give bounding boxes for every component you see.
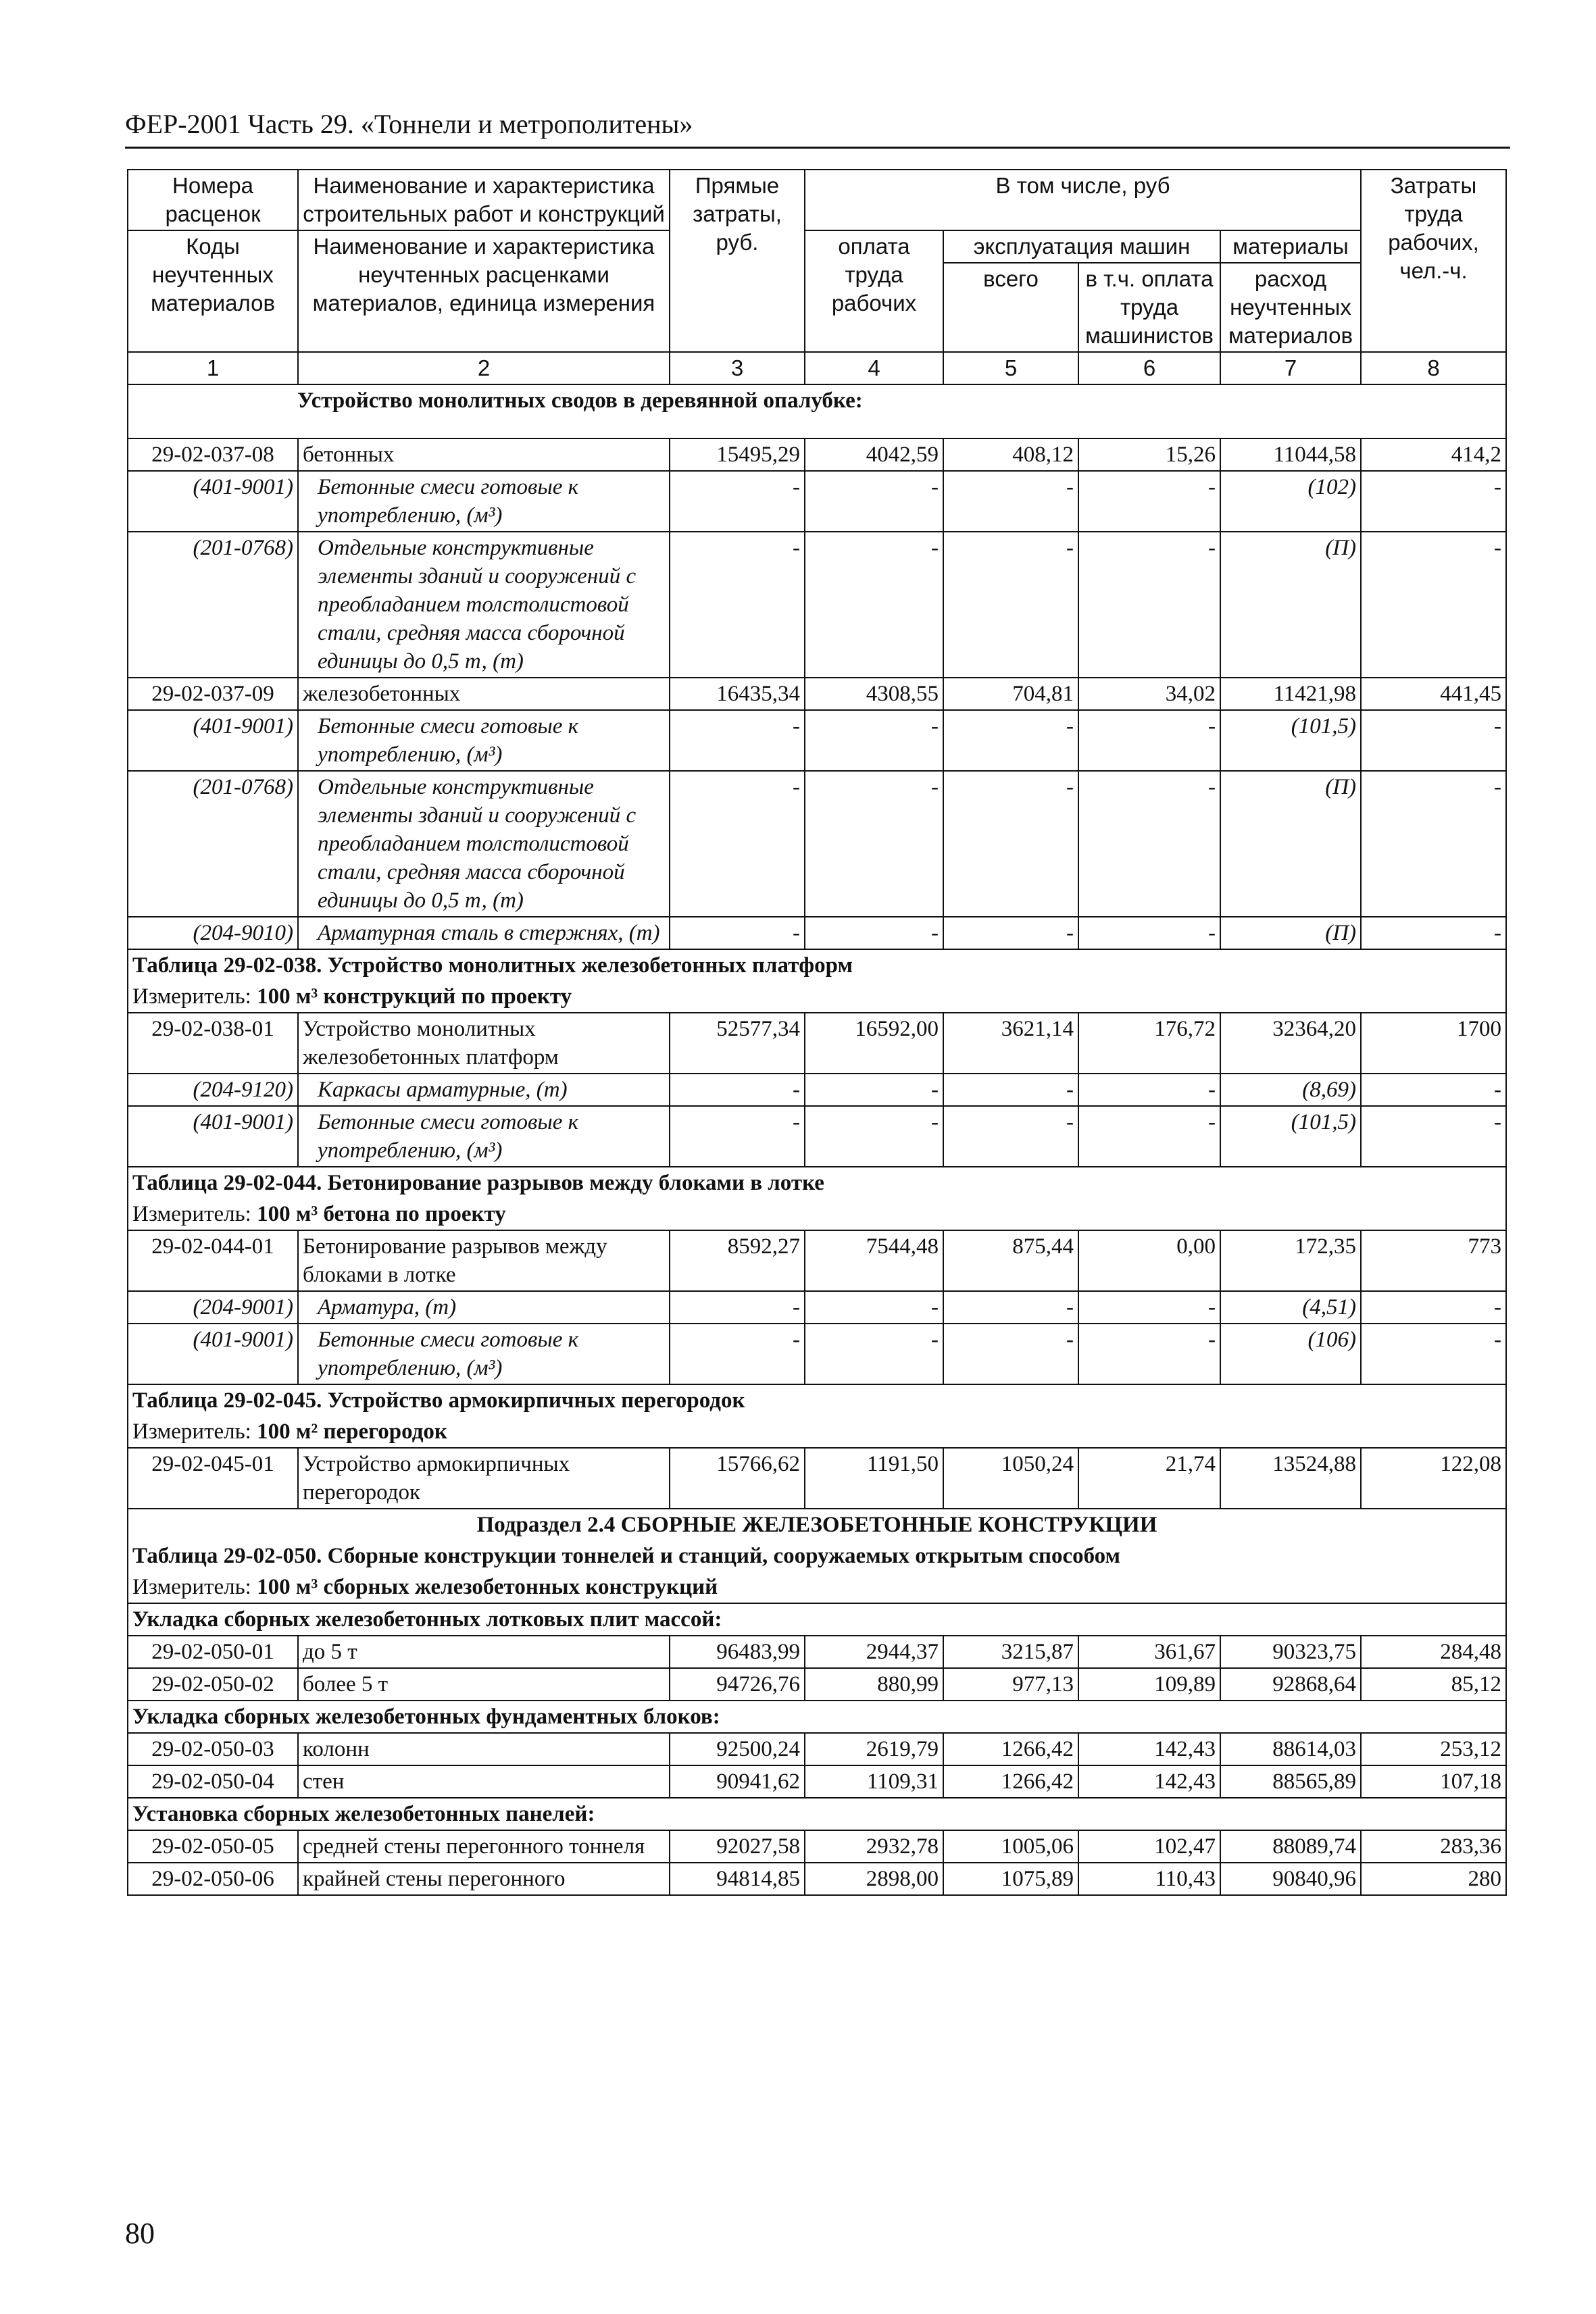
work-name: крайней стены перегонного [298, 1863, 670, 1895]
materials-header: материалы [1220, 230, 1361, 263]
rate-code: 29-02-050-04 [128, 1765, 298, 1798]
direct-costs: 90941,62 [670, 1765, 805, 1798]
table-title-row [128, 1540, 1506, 1571]
material-usage: (8,69) [1220, 1074, 1361, 1106]
labor-hours: - [1361, 710, 1506, 771]
labor-wages: 2932,78 [805, 1830, 943, 1863]
direct-costs: - [670, 710, 805, 771]
machines-total: 704,81 [943, 678, 1078, 710]
labor-hours: 773 [1361, 1230, 1506, 1291]
table-row [128, 1636, 1506, 1668]
material-name: Арматура, (т) [298, 1291, 670, 1324]
machinist-wages: 109,89 [1078, 1668, 1220, 1701]
measure-prefix: Измеритель: [132, 1419, 251, 1444]
material-name: Бетонные смеси готовые к употреблению, (м³) [298, 710, 670, 771]
work-name: до 5 т [298, 1636, 670, 1668]
material-name: Отдельные конструктивные элементы зданий и сооружений с преобладанием толстолистовой стали, средняя масса сборочной единицы до 0,5 т, (т) [298, 771, 670, 917]
machinist-wages: - [1078, 1074, 1220, 1106]
measure-prefix: Измеритель: [132, 1575, 251, 1599]
materials-cost: 11421,98 [1220, 678, 1361, 710]
labor-wages: - [805, 1324, 943, 1384]
labor-wages: - [805, 1074, 943, 1106]
direct-costs: - [670, 1106, 805, 1167]
col1-header-bottom: Коды неучтенных материалов [128, 230, 298, 352]
measure-row [128, 1199, 1506, 1230]
material-row [128, 1291, 1506, 1324]
machines-total: - [943, 771, 1078, 917]
direct-costs: 92500,24 [670, 1733, 805, 1765]
direct-costs: 92027,58 [670, 1830, 805, 1863]
labor-hours: 107,18 [1361, 1765, 1506, 1798]
measure-row [128, 1571, 1506, 1603]
machinist-wages: - [1078, 471, 1220, 532]
table-row [128, 1668, 1506, 1701]
direct-costs: 15495,29 [670, 438, 805, 471]
table-title-row [128, 1384, 1506, 1416]
column-number: 8 [1361, 352, 1506, 384]
machinist-wages: 176,72 [1078, 1013, 1220, 1074]
measure-unit: 100 м³ бетона по проекту [257, 1202, 506, 1226]
column-number-row [128, 352, 1506, 384]
machines-header: эксплуатация машин [943, 230, 1220, 263]
machinist-wages: 361,67 [1078, 1636, 1220, 1668]
machines-total: - [943, 1291, 1078, 1324]
measure-line [128, 1416, 1506, 1448]
direct-costs: 15766,62 [670, 1448, 805, 1509]
table-title: Таблица 29-02-038. Устройство монолитных железобетонных платформ [128, 949, 1506, 981]
labor-hours: 1700 [1361, 1013, 1506, 1074]
machines-total: - [943, 1324, 1078, 1384]
direct-costs: - [670, 1324, 805, 1384]
group-header: В том числе, руб [805, 170, 1361, 230]
labor-hours: - [1361, 1291, 1506, 1324]
measure-line [128, 981, 1506, 1013]
material-code: (401-9001) [128, 471, 298, 532]
section-heading-row [128, 384, 1506, 438]
material-usage: (106) [1220, 1324, 1361, 1384]
labor-hours: - [1361, 1074, 1506, 1106]
rate-code: 29-02-045-01 [128, 1448, 298, 1509]
labor-hours: 85,12 [1361, 1668, 1506, 1701]
materials-cost: 92868,64 [1220, 1668, 1361, 1701]
labor-wages: - [805, 1106, 943, 1167]
table-title: Таблица 29-02-044. Бетонирование разрывов между блоками в лотке [128, 1167, 1506, 1199]
table-title-row [128, 949, 1506, 981]
machinist-wages: 102,47 [1078, 1830, 1220, 1863]
material-row [128, 917, 1506, 949]
work-name: более 5 т [298, 1668, 670, 1701]
column-number: 6 [1078, 352, 1220, 384]
material-row [128, 1106, 1506, 1167]
materials-cost: 88614,03 [1220, 1733, 1361, 1765]
materials-cost: 11044,58 [1220, 438, 1361, 471]
direct-costs: - [670, 1074, 805, 1106]
machines-total: 1005,06 [943, 1830, 1078, 1863]
measure-row [128, 1416, 1506, 1448]
col1-header-top: Номера расценок [128, 170, 298, 230]
material-name: Бетонные смеси готовые к употреблению, (м³) [298, 471, 670, 532]
group-heading-row [128, 1798, 1506, 1830]
table-row [128, 1013, 1506, 1074]
work-name: Устройство монолитных железобетонных платформ [298, 1013, 670, 1074]
labor-wages: 2898,00 [805, 1863, 943, 1895]
col7-header: расход неучтенных материалов [1220, 263, 1361, 352]
machines-total: - [943, 710, 1078, 771]
direct-costs: 8592,27 [670, 1230, 805, 1291]
measure-prefix: Измеритель: [132, 1202, 251, 1226]
machinist-wages: 15,26 [1078, 438, 1220, 471]
col8-header: Затраты труда рабочих, чел.-ч. [1361, 170, 1506, 352]
table-row [128, 1765, 1506, 1798]
labor-hours: 280 [1361, 1863, 1506, 1895]
col2-header-bottom: Наименование и характеристика неучтенных расценками материалов, единица измерения [298, 230, 670, 352]
material-name: Арматурная сталь в стержнях, (т) [298, 917, 670, 949]
labor-wages: - [805, 532, 943, 678]
rate-code: 29-02-050-02 [128, 1668, 298, 1701]
material-row [128, 532, 1506, 678]
labor-hours: 253,12 [1361, 1733, 1506, 1765]
material-code: (401-9001) [128, 1106, 298, 1167]
rate-code: 29-02-050-06 [128, 1863, 298, 1895]
group-heading-row [128, 1701, 1506, 1733]
col2-header-top: Наименование и характеристика строительных работ и конструкций [298, 170, 670, 230]
measure-prefix: Измеритель: [132, 984, 251, 1009]
measure-row [128, 981, 1506, 1013]
column-number: 1 [128, 352, 298, 384]
machines-total: 3621,14 [943, 1013, 1078, 1074]
material-code: (204-9001) [128, 1291, 298, 1324]
machines-total: 1266,42 [943, 1765, 1078, 1798]
labor-wages: - [805, 471, 943, 532]
direct-costs: 94814,85 [670, 1863, 805, 1895]
material-code: (204-9120) [128, 1074, 298, 1106]
work-name: средней стены перегонного тоннеля [298, 1830, 670, 1863]
material-usage: (102) [1220, 471, 1361, 532]
labor-wages: 880,99 [805, 1668, 943, 1701]
table-row [128, 1230, 1506, 1291]
direct-costs: - [670, 917, 805, 949]
material-row [128, 710, 1506, 771]
machinist-wages: 110,43 [1078, 1863, 1220, 1895]
material-usage: (П) [1220, 917, 1361, 949]
material-usage: (П) [1220, 532, 1361, 678]
material-row [128, 771, 1506, 917]
table-title-row [128, 1167, 1506, 1199]
direct-costs: 52577,34 [670, 1013, 805, 1074]
machinist-wages: 142,43 [1078, 1765, 1220, 1798]
machinist-wages: - [1078, 1324, 1220, 1384]
machines-total: 1050,24 [943, 1448, 1078, 1509]
price-table [127, 169, 1507, 1896]
rate-code: 29-02-050-05 [128, 1830, 298, 1863]
materials-cost: 88565,89 [1220, 1765, 1361, 1798]
machines-total: - [943, 532, 1078, 678]
labor-hours: 283,36 [1361, 1830, 1506, 1863]
work-name: железобетонных [298, 678, 670, 710]
machines-total: 875,44 [943, 1230, 1078, 1291]
work-name: Устройство армокирпичных перегородок [298, 1448, 670, 1509]
machines-total: - [943, 471, 1078, 532]
direct-costs: - [670, 532, 805, 678]
running-header: ФЕР-2001 Часть 29. «Тоннели и метрополитены» [125, 108, 1510, 149]
materials-cost: 32364,20 [1220, 1013, 1361, 1074]
column-number: 7 [1220, 352, 1361, 384]
direct-costs: 94726,76 [670, 1668, 805, 1701]
group-heading: Укладка сборных железобетонных фундаментных блоков: [128, 1701, 1506, 1733]
machinist-wages: - [1078, 1106, 1220, 1167]
rate-code: 29-02-037-09 [128, 678, 298, 710]
material-name: Бетонные смеси готовые к употреблению, (м³) [298, 1324, 670, 1384]
labor-hours: 414,2 [1361, 438, 1506, 471]
material-usage: (4,51) [1220, 1291, 1361, 1324]
labor-hours: - [1361, 771, 1506, 917]
machines-total: - [943, 917, 1078, 949]
table-row [128, 1733, 1506, 1765]
material-row [128, 1074, 1506, 1106]
labor-wages: 4042,59 [805, 438, 943, 471]
labor-hours: - [1361, 1106, 1506, 1167]
materials-cost: 13524,88 [1220, 1448, 1361, 1509]
measure-unit: 100 м³ сборных железобетонных конструкций [257, 1575, 718, 1599]
rate-code: 29-02-038-01 [128, 1013, 298, 1074]
table-header-row [128, 230, 1506, 263]
material-usage: (101,5) [1220, 1106, 1361, 1167]
labor-wages: 1191,50 [805, 1448, 943, 1509]
machines-total: - [943, 1106, 1078, 1167]
labor-wages: - [805, 1291, 943, 1324]
table-row [128, 438, 1506, 471]
column-number: 4 [805, 352, 943, 384]
material-code: (401-9001) [128, 1324, 298, 1384]
material-usage: (101,5) [1220, 710, 1361, 771]
material-usage: (П) [1220, 771, 1361, 917]
subsection-title: Подраздел 2.4 СБОРНЫЕ ЖЕЛЕЗОБЕТОННЫЕ КОНСТРУКЦИИ [128, 1509, 1506, 1540]
table-title: Таблица 29-02-045. Устройство армокирпичных перегородок [128, 1384, 1506, 1416]
labor-wages: 2619,79 [805, 1733, 943, 1765]
col6-header: в т.ч. оплата труда машинистов [1078, 263, 1220, 352]
labor-hours: - [1361, 917, 1506, 949]
direct-costs: - [670, 471, 805, 532]
machines-total: - [943, 1074, 1078, 1106]
work-name: бетонных [298, 438, 670, 471]
group-heading: Установка сборных железобетонных панелей: [128, 1798, 1506, 1830]
table-row [128, 1863, 1506, 1895]
labor-wages: - [805, 917, 943, 949]
measure-unit: 100 м³ конструкций по проекту [257, 984, 572, 1009]
material-code: (204-9010) [128, 917, 298, 949]
material-row [128, 1324, 1506, 1384]
table-row [128, 1448, 1506, 1509]
material-code: (201-0768) [128, 532, 298, 678]
machinist-wages: - [1078, 771, 1220, 917]
group-heading: Укладка сборных железобетонных лотковых плит массой: [128, 1603, 1506, 1636]
rate-code: 29-02-037-08 [128, 438, 298, 471]
work-name: Бетонирование разрывов между блоками в лотке [298, 1230, 670, 1291]
labor-hours: - [1361, 532, 1506, 678]
table-title: Таблица 29-02-050. Сборные конструкции тоннелей и станций, сооружаемых открытым способом [128, 1540, 1506, 1571]
materials-cost: 90323,75 [1220, 1636, 1361, 1668]
material-name: Отдельные конструктивные элементы зданий и сооружений с преобладанием толстолистовой стали, средняя масса сборочной единицы до 0,5 т, (т) [298, 532, 670, 678]
page-number: 80 [125, 2217, 155, 2250]
machinist-wages: - [1078, 917, 1220, 949]
subsection-row [128, 1509, 1506, 1540]
machinist-wages: 21,74 [1078, 1448, 1220, 1509]
machines-total: 408,12 [943, 438, 1078, 471]
direct-costs: - [670, 1291, 805, 1324]
materials-cost: 90840,96 [1220, 1863, 1361, 1895]
rate-code: 29-02-050-01 [128, 1636, 298, 1668]
machinist-wages: - [1078, 532, 1220, 678]
rate-code: 29-02-044-01 [128, 1230, 298, 1291]
direct-costs: 16435,34 [670, 678, 805, 710]
machines-total: 1266,42 [943, 1733, 1078, 1765]
labor-wages: - [805, 710, 943, 771]
column-number: 3 [670, 352, 805, 384]
table-header-row [128, 170, 1506, 230]
direct-costs: 96483,99 [670, 1636, 805, 1668]
labor-wages: - [805, 771, 943, 917]
col5-header: всего [943, 263, 1078, 352]
material-code: (401-9001) [128, 710, 298, 771]
labor-hours: 122,08 [1361, 1448, 1506, 1509]
labor-hours: - [1361, 1324, 1506, 1384]
work-name: стен [298, 1765, 670, 1798]
machinist-wages: - [1078, 1291, 1220, 1324]
material-code: (201-0768) [128, 771, 298, 917]
material-row [128, 471, 1506, 532]
materials-cost: 172,35 [1220, 1230, 1361, 1291]
labor-wages: 7544,48 [805, 1230, 943, 1291]
column-number: 5 [943, 352, 1078, 384]
labor-hours: 284,48 [1361, 1636, 1506, 1668]
measure-unit: 100 м² перегородок [257, 1419, 447, 1444]
col3-header: Прямые затраты, руб. [670, 170, 805, 352]
rate-code: 29-02-050-03 [128, 1733, 298, 1765]
group-heading-row [128, 1603, 1506, 1636]
table-row [128, 1830, 1506, 1863]
labor-wages: 2944,37 [805, 1636, 943, 1668]
materials-cost: 88089,74 [1220, 1830, 1361, 1863]
col4-header: оплата труда рабочих [805, 230, 943, 352]
work-name: колонн [298, 1733, 670, 1765]
labor-wages: 16592,00 [805, 1013, 943, 1074]
labor-hours: 441,45 [1361, 678, 1506, 710]
machines-total: 3215,87 [943, 1636, 1078, 1668]
machinist-wages: 0,00 [1078, 1230, 1220, 1291]
labor-wages: 1109,31 [805, 1765, 943, 1798]
machinist-wages: - [1078, 710, 1220, 771]
direct-costs: - [670, 771, 805, 917]
material-name: Бетонные смеси готовые к употреблению, (м³) [298, 1106, 670, 1167]
table-row [128, 678, 1506, 710]
material-name: Каркасы арматурные, (т) [298, 1074, 670, 1106]
machinist-wages: 142,43 [1078, 1733, 1220, 1765]
machines-total: 1075,89 [943, 1863, 1078, 1895]
labor-hours: - [1361, 471, 1506, 532]
column-number: 2 [298, 352, 670, 384]
machines-total: 977,13 [943, 1668, 1078, 1701]
section-heading: Устройство монолитных сводов в деревянной опалубке: [128, 384, 1506, 438]
measure-line [128, 1199, 1506, 1230]
measure-line [128, 1571, 1506, 1603]
machinist-wages: 34,02 [1078, 678, 1220, 710]
labor-wages: 4308,55 [805, 678, 943, 710]
